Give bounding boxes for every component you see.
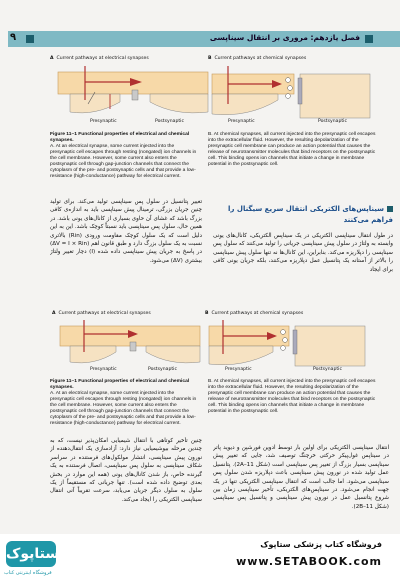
chapter-title: فصل یازدهم: مروری بر انتقال سیناپسی — [209, 33, 360, 42]
electrical-synapse-diagram — [50, 64, 225, 124]
figure-electrical-synapse-repeat — [52, 311, 212, 375]
page-number: ۹ — [10, 32, 17, 43]
body-paragraph-3: چنین تأخیر کوتاهی با انتقال شیمیایی امکان‌پذیر نیست، که به چندین مرحله بیوشیمیایی نیاز دارد: آزادسازی یک انتقال‌دهنده از نورون پیش سیناپسی، انتشار مولکول‌های فرستنده در سراسر شکاف سیناپسی به سلول پس سیناپسی، اتصال فرستنده به یک گیرنده خاص، باز شدن کانال‌های یونی (همه این موارد در بخش بعدی توضیح داده شده است). تنها جریانی که مستقیماً از یک سلول به سلول دیگر جریان می‌یابد، سرعت تقریباً آنی انتقال سیناپسی الکتریکی را ایجاد می‌کند. — [50, 438, 202, 503]
fig-a-presynaptic-label: Presynaptic — [90, 119, 117, 124]
caption-title-repeat: Figure 11–1 Functional properties of electrical and chemical synapses. — [50, 379, 190, 390]
fig-a2-presynaptic-label: Presynaptic — [90, 367, 117, 372]
figure-caption-b-repeat — [208, 379, 380, 415]
website-link[interactable]: www.SETABOOK.com — [236, 555, 382, 568]
caption-title: Figure 11–1 Functional properties of electrical and chemical synapses. — [50, 132, 190, 143]
logo-text: ستاپوک — [6, 546, 60, 562]
heading-marker — [387, 206, 393, 212]
body-paragraph-1: تغییر پتانسیل در سلول پس سیناپسی تولید می‌کند. برای تولید چنین جریان بزرگی، ترمینال پیش سیناپسی باید به اندازه‌ی کافی بزرگ باشد که غشای آن حاوی بسیاری از کانال‌های یونی باشد. در همین حال، سلول پس سیناپسی باید نسبتاً کوچک باشد. این به این دلیل است که یک سلول کوچک مقاومت ورودی (Rin) بالاتری نسبت به یک سلول بزرگ دارد و طبق قانون اهم (ΔV = I × Rin) در پاسخ به جریان پیش سیناپسی داده شده (I) دچار تغییر ولتاژ بیشتری (ΔV) می‌شود. — [50, 199, 202, 264]
figure-electrical-synapse — [50, 56, 225, 128]
shop-name: فروشگاه کتاب پزشکی ستاپوک — [260, 540, 382, 549]
section-heading-text: سیناپس‌های الکتریکی انتقال سریع سیگنال را فراهم می‌کنند — [228, 205, 393, 224]
header-marker-left — [26, 35, 34, 43]
fig-a-title: Current pathways at electrical synapses — [56, 56, 149, 61]
fig-b2-postsynaptic-label: Postsynaptic — [313, 367, 342, 372]
fig-a2-title: Current pathways at electrical synapses — [58, 311, 151, 316]
chapter-header — [8, 31, 400, 47]
fig-a-letter: A — [50, 56, 54, 61]
section-heading — [213, 204, 393, 226]
chemical-synapse-diagram-2 — [205, 318, 377, 370]
fig-a-postsynaptic-label: Postsynaptic — [155, 119, 184, 124]
setabook-logo[interactable] — [6, 541, 60, 567]
caption-a-body: A. At an electrical synapse, some current injected into the presynaptic cell escapes through resting (nongated) ion channels in the cell membrane. However, some current also enters the postsynaptic cell through gap-junction channels that connect the cytoplasm of the pre- and postsynaptic cells and that provide a low-resistance (high-conductance) pathway for electrical current. — [50, 144, 197, 179]
fig-b-presynaptic-label: Presynaptic — [228, 119, 255, 124]
fig-b-title: Current pathways at chemical synapses — [214, 56, 307, 61]
header-marker-right — [365, 35, 373, 43]
fig-a2-postsynaptic-label: Postsynaptic — [148, 367, 177, 372]
fig-a2-letter: A — [52, 311, 56, 316]
logo-subtitle: فروشگاه اینترنتی کتاب — [4, 570, 52, 576]
figure-caption-a — [50, 132, 200, 180]
caption-b-body: B. At chemical synapses, all current injected into the presynaptic cell escapes into the extracellular fluid. However, the resulting depolarization of the presynaptic cell membrane can produce an action potential that causes the release of neurotransmitter molecules that bind receptors on the postsynaptic cell. This binding opens ion channels that initiate a change in membrane potential in the postsynaptic cell. — [208, 132, 376, 167]
fig-b-letter: B — [208, 56, 212, 61]
figure-chemical-synapse-repeat — [205, 311, 377, 375]
fig-b2-letter: B — [205, 311, 209, 316]
body-paragraph-4: انتقال سیناپسی الکتریکی برای اولین بار توسط ادوین فورشپن و دیوید پاتر در سیناپس غول‌پیکر حرکتی خرچنگ توصیف شد، جایی که تغییر پیش سیناپسی بسیار بزرگ از تغییر پس سیناپسی است (شکل 11–2A). پتانسیل عمل تولید شده در نورون پیش سیناپسی باعث دپلاریزه شدن سلول پس سیناپسی می‌شود. اما جالب است که انتقال سیناپسی الکتریکی تنها در یک جهت انجام می‌شود. در سیناپس‌های الکتریکی، تأخیر سیناپسی زمان بین شروع پتانسیل عمل در نورون پیش سیناپسی و پتانسیل پس سیناپسی (شکل 11–2B). — [213, 445, 389, 510]
figure-chemical-synapse — [208, 56, 383, 128]
caption-b-body-repeat: B. At chemical synapses, all current injected into the presynaptic cell escapes into the extracellular fluid. However, the resulting depolarization of the presynaptic cell membrane can produce an action potential that causes the release of neurotransmitter molecules that bind receptors on the postsynaptic cell. This binding opens ion channels that initiate a change in membrane potential in the postsynaptic cell. — [208, 379, 376, 414]
fig-b2-title: Current pathways at chemical synapses — [211, 311, 304, 316]
figure-caption-b — [208, 132, 380, 168]
fig-b-postsynaptic-label: Postsynaptic — [318, 119, 347, 124]
chemical-synapse-diagram — [208, 64, 383, 124]
body-paragraph-2: در طول انتقال سیناپسی الکتریکی در یک سیناپس الکتریکی، کانال‌های یونی وابسته به ولتاژ در سلول پیش سیناپسی جریانی را تولید می‌کنند که سلول پس سیناپسی را دپلاریزه می‌کند. بنابراین، این کانال‌ها نه تنها سلول پیش سیناپسی را بالاتر از آستانه یک پتانسیل عمل دپلاریزه می‌کنند، بلکه جریان یونی کافی برای ایجاد — [213, 233, 393, 273]
fig-b2-presynaptic-label: Presynaptic — [225, 367, 252, 372]
caption-a-body-repeat: A. At an electrical synapse, some current injected into the presynaptic cell escapes through resting (nongated) ion channels in the cell membrane. However, some current also enters the postsynaptic cell through gap-junction channels that connect the cytoplasm of the pre- and postsynaptic cells and that provide a low-resistance (high-conductance) pathway for electrical current. — [50, 391, 197, 426]
electrical-synapse-diagram-2 — [52, 318, 212, 370]
figure-caption-a-repeat — [50, 379, 200, 427]
